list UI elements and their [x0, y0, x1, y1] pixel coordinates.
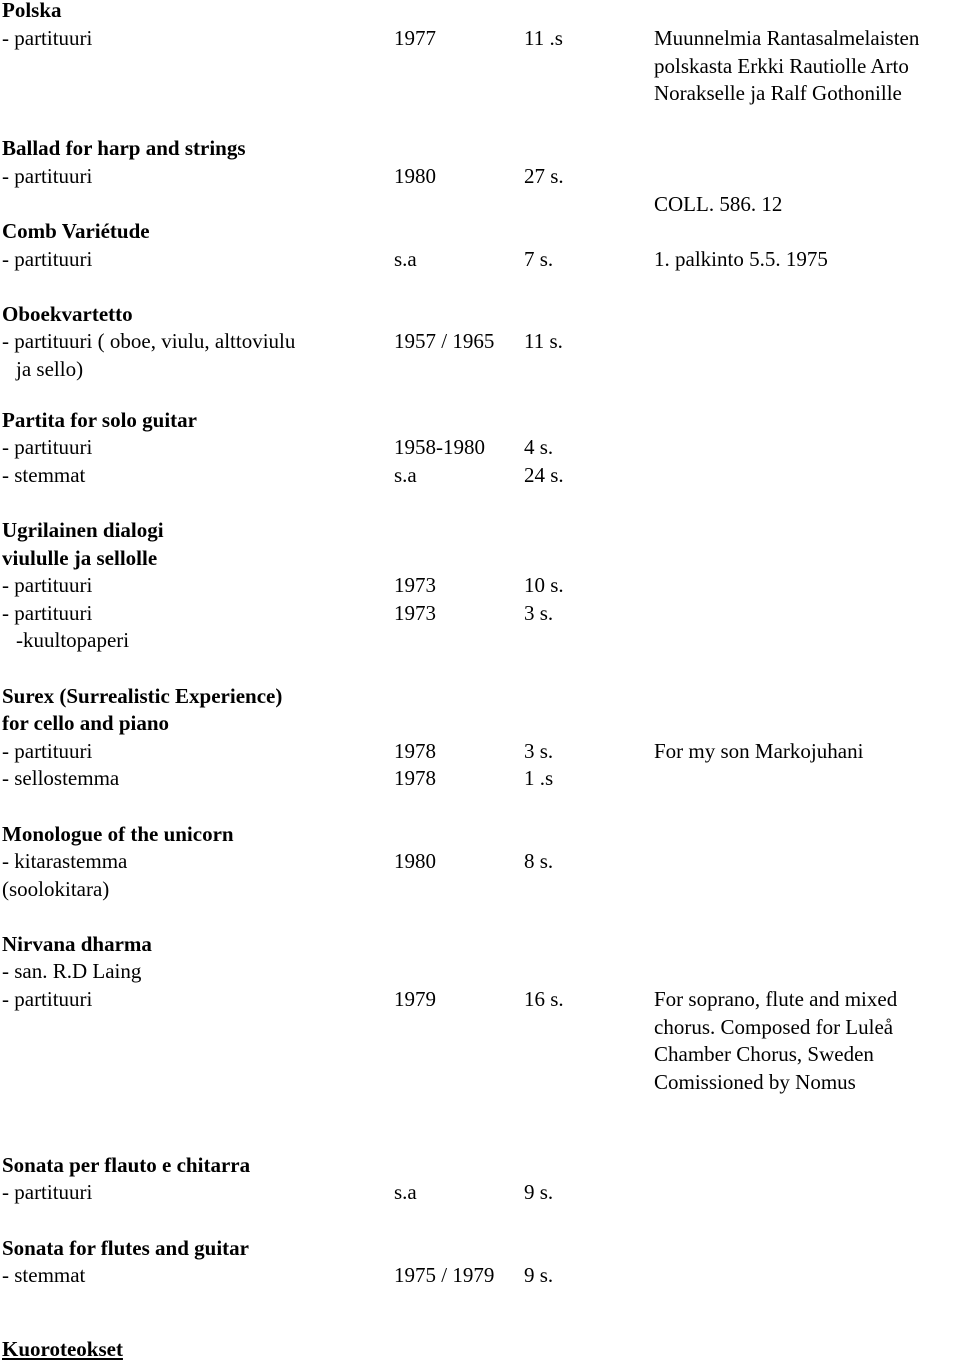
row-label: - partituuri [2, 573, 93, 597]
entry-title [0, 1151, 960, 1179]
row-pages: 9 s. [524, 1180, 554, 1204]
row-label: - sellostemma [2, 766, 120, 790]
row-label: - partituuri [2, 26, 93, 50]
entry-title [0, 516, 960, 544]
row-label-cont: -kuultopaperi [16, 628, 130, 652]
row-year: 1973 [394, 601, 436, 625]
note-continuation [0, 79, 960, 107]
row-year: s.a [394, 247, 417, 271]
row-pages: 8 s. [524, 849, 554, 873]
entry-row [0, 737, 960, 765]
entry-row [0, 245, 960, 273]
entry-title [0, 300, 960, 328]
work-title: Sonata for flutes and guitar [2, 1236, 249, 1260]
row-pages: 3 s. [524, 739, 554, 763]
entry-title-line2 [0, 709, 960, 737]
row-label: - kitarastemma [2, 849, 128, 873]
row-year: s.a [394, 463, 417, 487]
work-title-line2: viululle ja sellolle [2, 546, 158, 570]
row-pages: 10 s. [524, 573, 564, 597]
entry-row [0, 1178, 960, 1206]
row-label: - partituuri [2, 247, 93, 271]
entry-row [0, 24, 960, 52]
work-subtitle: - san. R.D Laing [2, 959, 142, 983]
row-pages: 7 s. [524, 247, 554, 271]
label-continuation [0, 626, 960, 654]
work-title: Comb Variétude [2, 219, 150, 243]
work-title: Oboekvartetto [2, 302, 133, 326]
row-pages: 3 s. [524, 601, 554, 625]
entry-title [0, 820, 960, 848]
row-pages: 27 s. [524, 164, 564, 188]
row-label: - partituuri ( oboe, viulu, alttoviulu [2, 329, 296, 353]
row-label: - stemmat [2, 1263, 86, 1287]
row-label: - partituuri [2, 601, 93, 625]
row-note: For soprano, flute and mixed [654, 987, 898, 1011]
label-continuation [0, 355, 960, 383]
row-year: 1978 [394, 766, 436, 790]
row-year: 1975 / 1979 [394, 1263, 495, 1287]
row-pages: 11 .s [524, 26, 563, 50]
row-note: polskasta Erkki Rautiolle Arto [654, 54, 909, 78]
note-continuation [0, 52, 960, 80]
row-pages: 24 s. [524, 463, 564, 487]
row-label-cont: ja sello) [16, 357, 84, 381]
row-note: Muunnelmia Rantasalmelaisten [654, 26, 920, 50]
row-note: Chamber Chorus, Sweden [654, 1042, 874, 1066]
entry-title [0, 217, 960, 245]
section-heading: Kuoroteokset [2, 1337, 123, 1361]
work-title: Ballad for harp and strings [2, 136, 246, 160]
work-title: Partita for solo guitar [2, 408, 197, 432]
row-label: - stemmat [2, 463, 86, 487]
entry-title [0, 682, 960, 710]
entry-row [0, 461, 960, 489]
work-title: Surex (Surrealistic Experience) [2, 684, 283, 708]
section-heading-row [0, 1335, 960, 1363]
row-note: COLL. 586. 12 [654, 192, 783, 216]
work-title: Monologue of the unicorn [2, 822, 234, 846]
row-label: - partituuri [2, 164, 93, 188]
work-title: Ugrilainen dialogi [2, 518, 164, 542]
work-title: Polska [2, 0, 62, 22]
row-pages: 11 s. [524, 329, 563, 353]
row-note: chorus. Composed for Luleå [654, 1015, 894, 1039]
row-note: Norakselle ja Ralf Gothonille [654, 81, 902, 105]
row-year: 1978 [394, 739, 436, 763]
entry-row [0, 571, 960, 599]
row-pages: 1 .s [524, 766, 554, 790]
row-year: 1980 [394, 849, 436, 873]
entry-row [0, 985, 960, 1013]
row-label: - partituuri [2, 739, 93, 763]
row-label: - partituuri [2, 1180, 93, 1204]
row-pages: 16 s. [524, 987, 564, 1011]
row-label: - partituuri [2, 435, 93, 459]
note-continuation [0, 1068, 960, 1096]
note-line [0, 190, 960, 218]
note-continuation [0, 1013, 960, 1041]
work-title-line2: for cello and piano [2, 711, 170, 735]
entry-row [0, 599, 960, 627]
entry-title [0, 930, 960, 958]
row-label-cont: (soolokitara) [2, 877, 110, 901]
row-note: For my son Markojuhani [654, 739, 864, 763]
row-note: 1. palkinto 5.5. 1975 [654, 247, 828, 271]
row-label: - partituuri [2, 987, 93, 1011]
work-title: Nirvana dharma [2, 932, 152, 956]
row-year: 1977 [394, 26, 436, 50]
entry-title [0, 0, 960, 24]
row-year: 1980 [394, 164, 436, 188]
row-note: Comissioned by Nomus [654, 1070, 856, 1094]
entry-row [0, 1261, 960, 1289]
entry-title [0, 134, 960, 162]
row-pages: 9 s. [524, 1263, 554, 1287]
entry-row [0, 162, 960, 190]
entry-title [0, 406, 960, 434]
row-pages: 4 s. [524, 435, 554, 459]
row-year: 1979 [394, 987, 436, 1011]
entry-title [0, 1234, 960, 1262]
row-year: 1973 [394, 573, 436, 597]
entry-row [0, 433, 960, 461]
row-year: 1958-1980 [394, 435, 485, 459]
entry-row [0, 847, 960, 875]
entry-row [0, 327, 960, 355]
label-continuation [0, 875, 960, 903]
work-title: Sonata per flauto e chitarra [2, 1153, 251, 1177]
row-year: 1957 / 1965 [394, 329, 495, 353]
entry-subtitle [0, 957, 960, 985]
row-year: s.a [394, 1180, 417, 1204]
entry-row [0, 764, 960, 792]
note-continuation [0, 1040, 960, 1068]
entry-title-line2 [0, 544, 960, 572]
